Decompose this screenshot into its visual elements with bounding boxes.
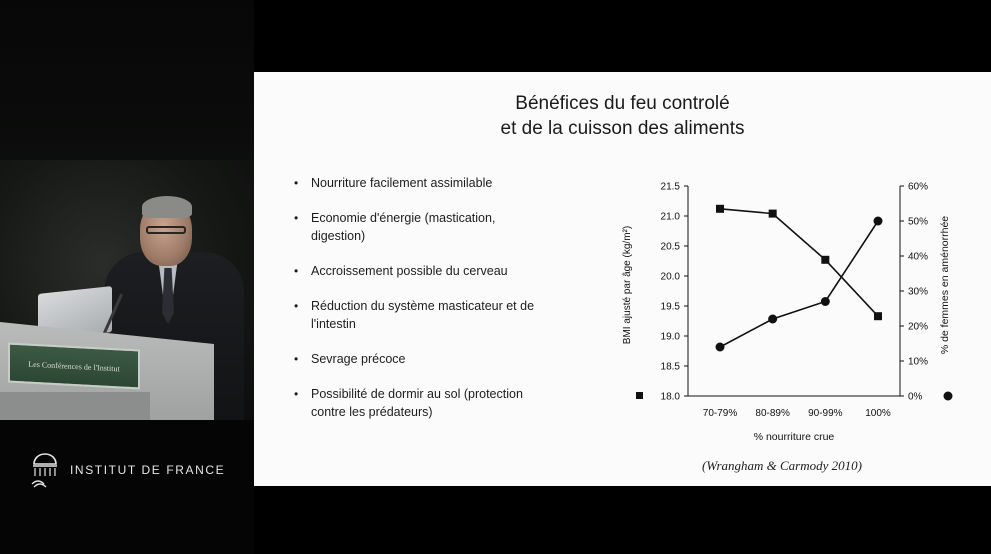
bullet-item bbox=[294, 209, 544, 245]
circle-data-point bbox=[768, 315, 777, 324]
slide-title-line-1: Bénéfices du feu controlé bbox=[515, 93, 730, 114]
y-right-tick-label: 0% bbox=[908, 391, 923, 403]
x-tick-label: 90-99% bbox=[808, 408, 843, 419]
lectern-front bbox=[0, 392, 150, 422]
y-left-tick-label: 20.5 bbox=[660, 241, 680, 253]
square-data-point bbox=[769, 210, 777, 218]
bullet-text: Possibilité de dormir au sol (protection contre les prédateurs) bbox=[311, 387, 523, 419]
bullet-item bbox=[294, 174, 544, 192]
presentation-slide bbox=[254, 72, 991, 486]
lectern-sign: Les Conférences de l'Institut bbox=[8, 343, 140, 390]
square-series-line bbox=[720, 209, 878, 316]
logo-text: INSTITUT DE FRANCE bbox=[70, 463, 226, 477]
x-axis-label: % nourriture crue bbox=[753, 431, 835, 443]
square-data-point bbox=[821, 256, 829, 264]
speaker-hair bbox=[142, 196, 192, 218]
circle-data-point bbox=[821, 297, 830, 306]
y-right-tick-label: 30% bbox=[908, 286, 929, 298]
bullet-text: Nourriture facilement assimilable bbox=[311, 176, 493, 190]
circle-series-line bbox=[720, 221, 878, 347]
bullet-item bbox=[294, 297, 544, 333]
y-left-tick-label: 19.0 bbox=[660, 331, 680, 343]
bullet-item bbox=[294, 262, 544, 280]
bullet-dot: • bbox=[294, 211, 299, 225]
y-left-axis-label: BMI ajusté par âge (kg/m²) bbox=[622, 225, 633, 345]
square-marker-key bbox=[636, 392, 643, 399]
bullet-dot: • bbox=[294, 352, 299, 366]
bullet-text: Sevrage précoce bbox=[311, 352, 406, 366]
bullet-dot: • bbox=[294, 264, 299, 278]
slide-title bbox=[254, 91, 991, 141]
bmi-amenorrhea-chart bbox=[614, 172, 974, 447]
bullet-item bbox=[294, 350, 544, 368]
bullet-list bbox=[294, 174, 544, 438]
y-left-tick-label: 18.0 bbox=[660, 391, 680, 403]
x-tick-label: 100% bbox=[865, 408, 891, 419]
square-data-point bbox=[716, 205, 724, 213]
y-right-tick-label: 40% bbox=[908, 251, 929, 263]
slide-title-line-2: et de la cuisson des aliments bbox=[500, 118, 745, 139]
circle-marker-key bbox=[944, 392, 953, 401]
laurel-dome-icon bbox=[28, 450, 62, 490]
bullet-dot: • bbox=[294, 299, 299, 313]
y-right-tick-label: 60% bbox=[908, 181, 929, 193]
citation: (Wrangham & Carmody 2010) bbox=[702, 458, 862, 473]
bullet-dot: • bbox=[294, 176, 299, 190]
y-left-tick-label: 19.5 bbox=[660, 301, 680, 313]
y-left-tick-label: 18.5 bbox=[660, 361, 680, 373]
y-right-tick-label: 10% bbox=[908, 356, 929, 368]
y-right-tick-label: 50% bbox=[908, 216, 929, 228]
bullet-dot: • bbox=[294, 387, 299, 401]
bullet-text: Réduction du système masticateur et de l'intestin bbox=[311, 299, 535, 331]
x-tick-label: 70-79% bbox=[702, 408, 738, 419]
y-right-tick-label: 20% bbox=[908, 321, 929, 333]
y-left-tick-label: 20.0 bbox=[660, 271, 680, 283]
bullet-item bbox=[294, 385, 544, 421]
speaker-glasses bbox=[146, 226, 186, 234]
circle-data-point bbox=[874, 217, 883, 226]
institut-logo bbox=[28, 450, 225, 490]
y-left-tick-label: 21.0 bbox=[660, 211, 680, 223]
bullet-text: Accroissement possible du cerveau bbox=[311, 264, 508, 278]
bullet-text: Economie d'énergie (mastication, digestion) bbox=[311, 211, 496, 243]
square-data-point bbox=[874, 312, 882, 320]
y-left-tick-label: 21.5 bbox=[660, 181, 680, 193]
circle-data-point bbox=[716, 343, 725, 352]
x-tick-label: 80-89% bbox=[755, 408, 790, 419]
y-right-axis-label: % de femmes en aménorrhée bbox=[939, 215, 951, 355]
